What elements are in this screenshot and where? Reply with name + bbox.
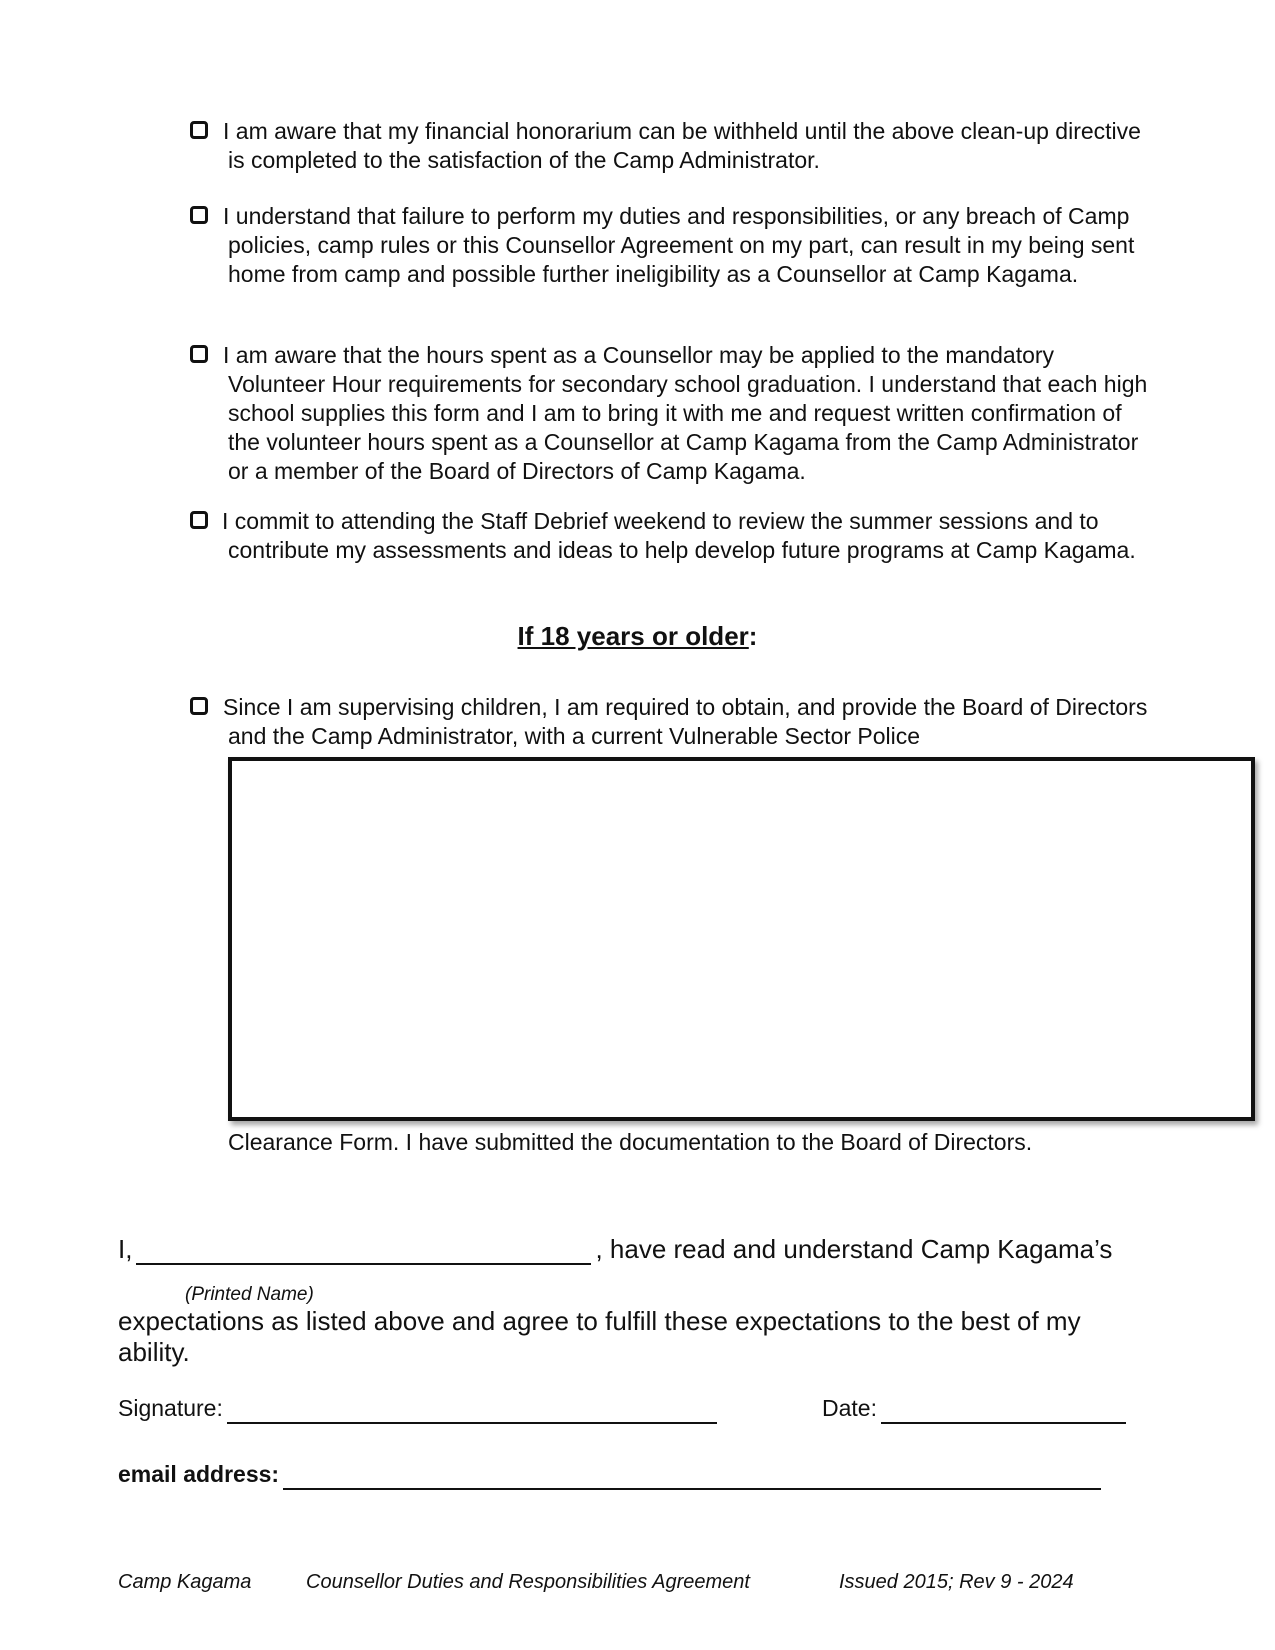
signature-label: Signature: (118, 1395, 223, 1421)
signature-field[interactable] (227, 1398, 717, 1424)
declaration-line (118, 1233, 1112, 1265)
checklist-item-police-clearance (190, 693, 1150, 751)
footer-doc-title: Counsellor Duties and Responsibilities Agreement (306, 1571, 750, 1593)
checkbox[interactable] (190, 697, 208, 715)
checkbox[interactable] (190, 206, 208, 224)
printed-name-caption: (Printed Name) (185, 1284, 314, 1305)
email-row (118, 1458, 1105, 1490)
printed-name-field[interactable] (136, 1239, 591, 1265)
declaration-suffix: , have read and understand Camp Kagama’s (595, 1234, 1113, 1264)
checklist-item-failure-duties (190, 202, 1150, 289)
checkbox[interactable] (190, 511, 208, 529)
declaration-prefix: I, (118, 1234, 133, 1264)
section-heading-colon: : (748, 621, 758, 651)
checklist-item-text: I commit to attending the Staff Debrief weekend to review the summer sessions and to contribute my assessments and ideas to help develop future programs at Camp Kagama. (222, 508, 1136, 563)
checkbox[interactable] (190, 121, 208, 139)
section-heading-text: If 18 years or older (517, 621, 749, 651)
email-label: email address: (118, 1461, 280, 1487)
checklist-item-text: Since I am supervising children, I am required to obtain, and provide the Board of Directors and the Camp Administrator, with a current Vulnerable Sector Police (223, 694, 1148, 749)
checklist-item-text: I understand that failure to perform my duties and responsibilities, or any breach of Camp policies, camp rules or this Counsellor Agreement on my part, can result in my being sent home from camp and possible further ineligibility as a Counsellor at Camp Kagama. (223, 203, 1135, 287)
checklist-item-volunteer-hours (190, 341, 1150, 486)
declaration-continuation: expectations as listed above and agree to fulfill these expectations to the best of my ability. (118, 1306, 1081, 1367)
checklist-item-text: I am aware that the hours spent as a Counsellor may be applied to the mandatory Volunteer Hour requirements for secondary school graduation. I understand that each high school supplies this form and I am to bring it with me and request written confirmation of the volunteer hours spent as a Counsellor at Camp Kagama from the Camp Administrator or a member of the Board of Directors of Camp Kagama. (223, 342, 1148, 484)
checklist-item-staff-debrief (190, 507, 1150, 565)
date-field[interactable] (881, 1398, 1126, 1424)
blank-text-box[interactable] (228, 757, 1255, 1121)
date-label: Date: (822, 1395, 877, 1421)
checkbox[interactable] (190, 345, 208, 363)
checklist-item-text: I am aware that my financial honorarium can be withheld until the above clean-up directive is completed to the satisfaction of the Camp Administrator. (223, 118, 1141, 173)
date-row (822, 1392, 1130, 1424)
checklist-item-continuation: Clearance Form. I have submitted the documentation to the Board of Directors. (228, 1129, 1033, 1155)
signature-row (118, 1392, 721, 1424)
checklist-item-honorarium (190, 117, 1150, 175)
email-field[interactable] (283, 1464, 1101, 1490)
section-heading (0, 620, 1275, 652)
footer-org: Camp Kagama (118, 1571, 252, 1593)
footer-revision: Issued 2015; Rev 9 - 2024 (839, 1571, 1074, 1593)
